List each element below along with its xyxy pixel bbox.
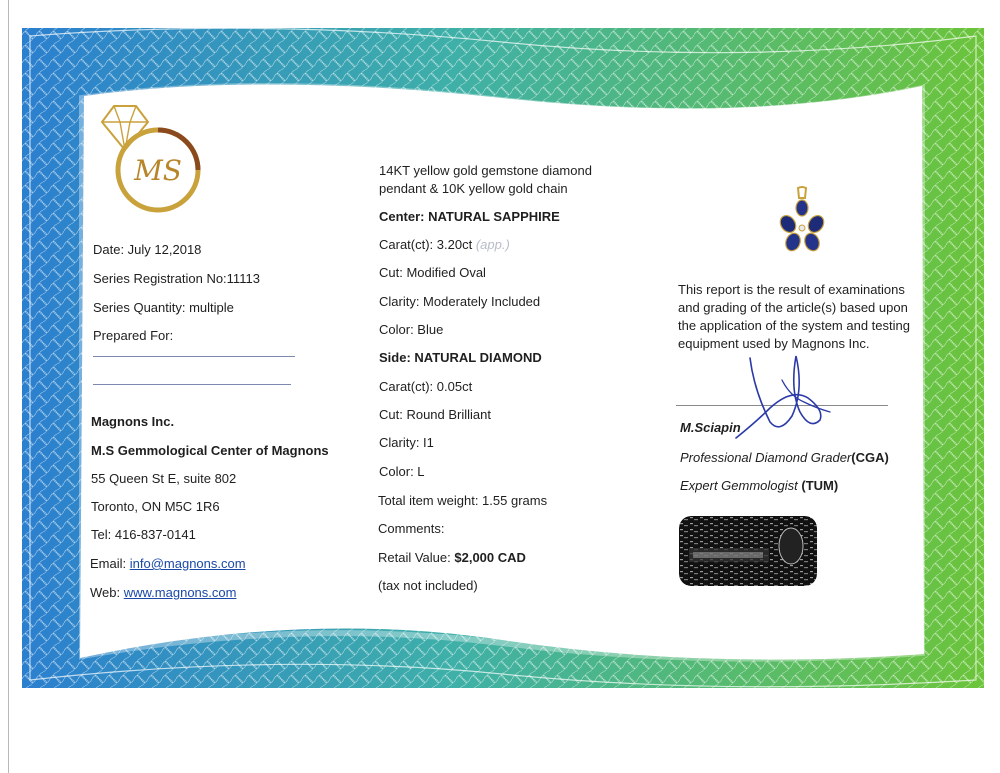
signer-title-2-text: Expert Gemmologist [680,478,798,493]
prepared-for-line-2 [93,384,291,385]
center-carat-value: Carat(ct): 3.20ct [379,237,473,252]
report-line-3: the application of the system and testing [678,318,910,333]
item-description-line-1: 14KT yellow gold gemstone diamond [379,163,592,178]
email-label: Email: [90,556,127,571]
date: Date: July 12,2018 [93,242,202,257]
side-carat: Carat(ct): 0.05ct [379,379,473,394]
prepared-for-line-1 [93,356,295,357]
signer-title-1-abbr: (CGA) [851,450,889,465]
center-clarity: Clarity: Moderately Included [379,294,541,309]
center-cut: Cut: Modified Oval [379,265,486,280]
side-color: Color: L [379,464,425,479]
side-cut: Cut: Round Brilliant [379,407,491,422]
scan-edge-line [8,0,9,773]
center-carat-note: (app.) [475,237,510,252]
retail-value-label: Retail Value: [378,550,451,565]
total-weight: Total item weight: 1.55 grams [378,493,548,508]
web-row [90,585,236,600]
email-row [90,556,246,571]
signer-title-2-abbr: (TUM) [801,478,839,493]
ms-logo [96,98,206,218]
address-line-2: Toronto, ON M5C 1R6 [91,499,220,514]
web-link[interactable]: www.magnons.com [123,585,237,600]
telephone: Tel: 416-837-0141 [91,527,196,542]
side-clarity: Clarity: I1 [379,435,434,450]
signer-title-1-text: Professional Diamond Grader [680,450,852,465]
web-label: Web: [90,585,121,600]
company-name: Magnons Inc. [91,414,175,429]
signer-title-2 [680,478,838,493]
center-carat [379,237,510,252]
retail-value-amount: $2,000 CAD [454,550,526,565]
report-line-2: and grading of the article(s) based upon [678,300,908,315]
retail-value-row [378,550,526,565]
report-line-4: equipment used by Magnons Inc. [678,336,870,351]
center-stone-title: Center: NATURAL SAPPHIRE [379,209,560,224]
address-line-1: 55 Queen St E, suite 802 [91,471,237,486]
pendant-image [776,186,828,256]
security-seal-hologram [679,516,817,586]
logo-monogram: MS [134,154,182,187]
handwritten-signature [730,350,840,445]
comments-label: Comments: [378,521,445,536]
series-registration: Series Registration No:11113 [93,271,260,286]
prepared-for-label: Prepared For: [93,328,174,343]
signer-name: M.Sciapin [680,420,741,435]
side-stone-title: Side: NATURAL DIAMOND [379,350,542,365]
report-line-1: This report is the result of examinations [678,282,905,297]
item-description-line-2: pendant & 10K yellow gold chain [379,181,568,196]
series-quantity: Series Quantity: multiple [93,300,234,315]
center-color: Color: Blue [379,322,444,337]
tax-note: (tax not included) [378,578,478,593]
signer-title-1 [680,450,889,465]
email-link[interactable]: info@magnons.com [129,556,246,571]
center-name: M.S Gemmological Center of Magnons [91,443,329,458]
